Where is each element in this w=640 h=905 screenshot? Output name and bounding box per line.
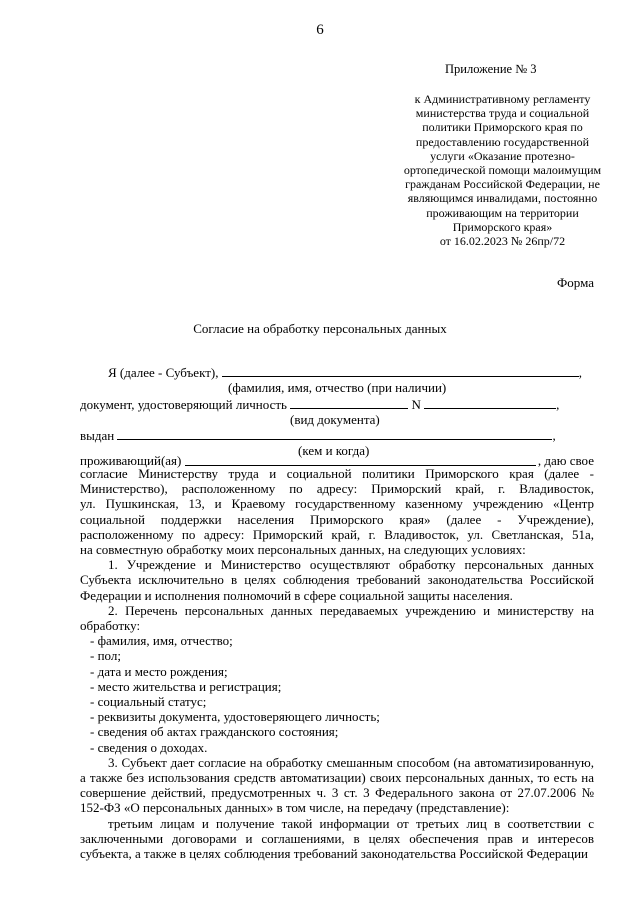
id-document-row [80,396,559,413]
id-document-caption: (вид документа) [290,412,380,427]
residing-label: проживающий(ая) [80,453,182,468]
appendix-line: являющимся инвалидами, постоянно [407,191,598,206]
clause-1: 1. Учреждение и Министерство осуществляют обработку персональных данных Субъекта исключительно в целях соблюдения требований законодательства Российской Федерации и исполнения полномочий в сфере социальной защиты населения. [80,557,594,603]
subject-end: , [578,365,582,380]
subject-label: Я (далее - Субъект), [108,365,219,380]
appendix-line: к Административному регламенту [414,92,591,106]
list-item: - социальный статус; [90,694,207,710]
intro-line: ул. Пушкинская, 13, и Краевому государственному казенному учреждению «Центр [80,496,594,512]
list-item: - дата и место рождения; [90,663,228,679]
clause-2: 2. Перечень персональных данных передаваемых учреждению и министерству на обработку: [80,602,594,634]
id-document-type-field[interactable] [290,396,408,409]
residing-address-field[interactable] [185,453,536,466]
intro-line: социальной поддержки населения Приморского края» (далее - Учреждение), [80,511,594,527]
appendix-line: услуги «Оказание протезно- [430,148,575,163]
issued-label: выдан [80,428,115,443]
intro-line: Министерство), расположенному по адресу: Приморский край, г. Владивосток, [80,481,594,497]
intro-line: согласие Министерству труда и социальной политики Приморского края (далее - [80,466,594,481]
id-end: , [556,397,560,412]
issued-caption: (кем и когда) [298,443,370,458]
list-item: - сведения о доходах. [90,739,208,755]
intro-line: на совместную обработку моих персональных данных, на следующих условиях: [80,542,526,558]
clause-3: 3. Субъект дает согласие на обработку смешанным способом (на автоматизированную, а также без использования средств автоматизации) своих персональных данных, то есть на совершение действий, предусмотренных ч. 3 ст. 3 Федерального закона от 27.07.2006 № 152-ФЗ «О персональных данных» в том числе, на передачу (представление): [80,754,594,816]
appendix-line: политики Приморского края по [422,120,583,135]
appendix-line: предоставлению государственной [415,134,590,149]
personal-data-list [80,633,594,755]
subject-caption: (фамилия, имя, отчество (при наличии) [228,380,447,395]
list-item: - фамилия, имя, отчество; [90,633,233,649]
appendix-line: Приморского края» [452,219,553,234]
id-number-label: N [411,397,421,412]
residing-end: , даю свое [537,453,594,468]
appendix-line: проживающим на территории [426,205,579,220]
document-title: Согласие на обработку персональных данных [193,321,447,336]
clause-3-continuation: третьим лицам и получение такой информации от третьих лиц в соответствии с заключенными договорами и соглашениями, в целях обеспечения прав и интересов субъекта, а также в целях соблюдения требований законодательства Российской Федерации [80,815,594,862]
issued-by-field[interactable] [117,427,552,440]
consent-body [80,466,594,861]
list-item: - сведения об актах гражданского состояния; [90,724,339,740]
id-document-label: документ, удостоверяющий личность [80,397,287,412]
appendix-date: от 16.02.2023 № 26пр/72 [439,234,566,249]
subject-row [108,364,582,381]
page-number: 6 [316,22,324,38]
intro-line: расположенному по адресу: Приморский край, г. Владивосток, ул. Светланская, 51а, [80,526,594,542]
appendix-reference [400,92,605,248]
issued-row [80,427,556,444]
appendix-line: министерства труда и социальной [415,106,590,121]
list-item: - реквизиты документа, удостоверяющего личность; [90,709,380,725]
subject-name-field[interactable] [222,364,579,377]
appendix-line: гражданам Российской Федерации, не [405,177,600,192]
appendix-line: ортопедической помощи малоимущим [403,163,602,178]
appendix-title: Приложение № 3 [445,62,537,76]
issued-end: , [552,428,556,443]
id-number-field[interactable] [424,396,556,409]
list-item: - место жительства и регистрация; [90,678,282,694]
form-label: Форма [557,275,594,290]
list-item: - пол; [90,648,121,664]
